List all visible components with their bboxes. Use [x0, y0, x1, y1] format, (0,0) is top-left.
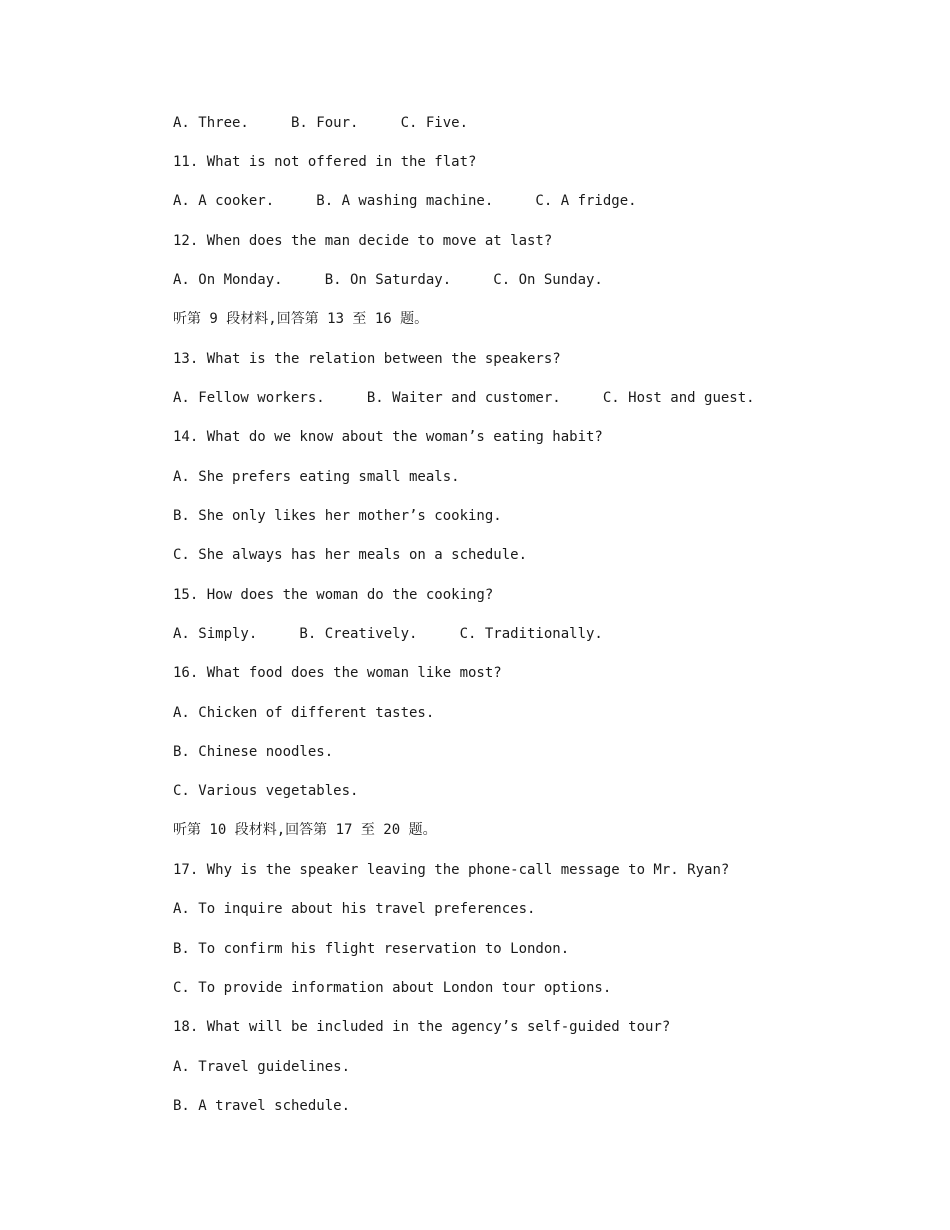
question-18: 18. What will be included in the agency’s self-guided tour? — [173, 1019, 671, 1035]
answer-options-q15: A. Simply. B. Creatively. C. Traditionally. — [173, 626, 603, 642]
answer-option-q17-c: C. To provide information about London tour options. — [173, 980, 612, 996]
question-17: 17. Why is the speaker leaving the phone-call message to Mr. Ryan? — [173, 862, 730, 878]
question-11: 11. What is not offered in the flat? — [173, 154, 477, 170]
answer-option-q18-b: B. A travel schedule. — [173, 1098, 351, 1114]
answer-options-q12: A. On Monday. B. On Saturday. C. On Sunday. — [173, 272, 603, 288]
answer-option-q16-c: C. Various vegetables. — [173, 783, 359, 799]
answer-option-q14-a: A. She prefers eating small meals. — [173, 469, 460, 485]
section-instruction-10: 听第 10 段材料,回答第 17 至 20 题。 — [173, 822, 437, 838]
answer-option-q16-b: B. Chinese noodles. — [173, 744, 334, 760]
answer-options-q13: A. Fellow workers. B. Waiter and customer. C. Host and guest. — [173, 390, 755, 406]
answer-options-q11: A. A cooker. B. A washing machine. C. A fridge. — [173, 193, 637, 209]
question-15: 15. How does the woman do the cooking? — [173, 587, 494, 603]
answer-options-q10: A. Three. B. Four. C. Five. — [173, 115, 469, 131]
answer-option-q18-a: A. Travel guidelines. — [173, 1059, 351, 1075]
answer-option-q17-b: B. To confirm his flight reservation to London. — [173, 941, 570, 957]
section-instruction-9: 听第 9 段材料,回答第 13 至 16 题。 — [173, 311, 429, 327]
answer-option-q14-b: B. She only likes her mother’s cooking. — [173, 508, 502, 524]
question-14: 14. What do we know about the woman’s eating habit? — [173, 429, 603, 445]
question-13: 13. What is the relation between the speakers? — [173, 351, 561, 367]
question-12: 12. When does the man decide to move at last? — [173, 233, 553, 249]
answer-option-q14-c: C. She always has her meals on a schedule. — [173, 547, 528, 563]
answer-option-q17-a: A. To inquire about his travel preferences. — [173, 901, 536, 917]
answer-option-q16-a: A. Chicken of different tastes. — [173, 705, 435, 721]
question-16: 16. What food does the woman like most? — [173, 665, 502, 681]
